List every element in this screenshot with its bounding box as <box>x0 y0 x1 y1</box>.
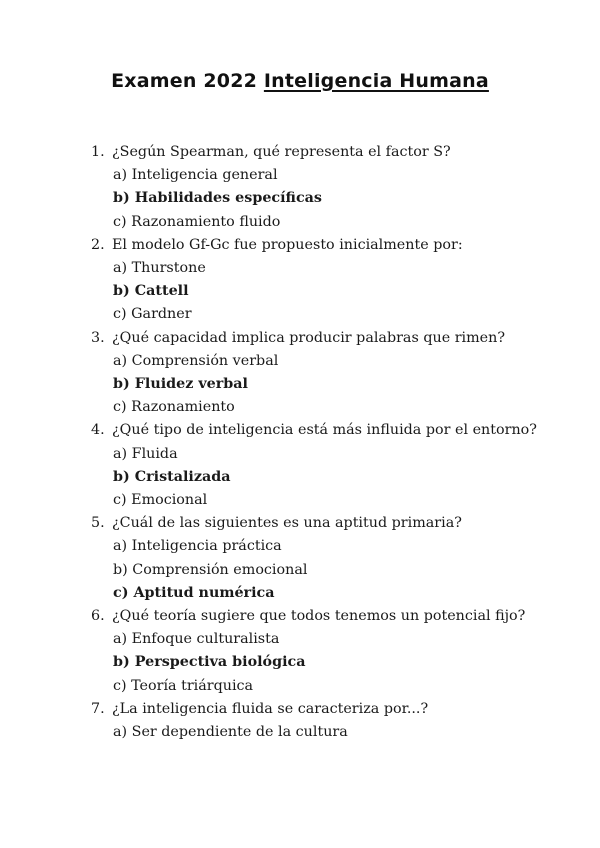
question-text: El modelo Gf-Gc fue propuesto inicialmente por: <box>112 236 463 253</box>
question-text: ¿La inteligencia fluida se caracteriza por...? <box>112 700 429 717</box>
title-subject: Inteligencia Humana <box>263 70 489 92</box>
question-line <box>91 234 561 257</box>
question-number: 7. <box>91 700 105 717</box>
question-text: ¿Qué capacidad implica producir palabras que rimen? <box>112 329 505 346</box>
question-number: 3. <box>91 329 105 346</box>
title-prefix: Examen 2022 <box>111 70 258 92</box>
question-item <box>91 698 561 744</box>
question-item <box>91 327 561 420</box>
question-list <box>91 141 561 744</box>
question-text: ¿Cuál de las siguientes es una aptitud primaria? <box>112 515 462 532</box>
answer-option: a) Thurstone <box>113 260 206 277</box>
answer-option: c) Emocional <box>113 492 208 509</box>
answer-option: a) Fluida <box>113 445 178 462</box>
question-number: 5. <box>91 515 105 532</box>
answer-option-correct: c) Aptitud numérica <box>113 584 275 601</box>
question-item <box>91 141 561 234</box>
answer-option: a) Enfoque culturalista <box>113 631 280 648</box>
question-text: ¿Qué teoría sugiere que todos tenemos un potencial fijo? <box>112 608 526 625</box>
answer-option: c) Razonamiento <box>113 399 235 416</box>
answer-option: a) Inteligencia práctica <box>113 538 282 555</box>
question-line <box>91 512 561 535</box>
question-item <box>91 234 561 327</box>
question-number: 1. <box>91 144 105 160</box>
answer-option: c) Teoría triárquica <box>113 677 254 694</box>
answer-option-correct: b) Cattell <box>113 283 189 300</box>
question-text: ¿Según Spearman, qué representa el factor S? <box>112 144 451 160</box>
question-line <box>91 698 561 721</box>
answer-option: c) Razonamiento fluido <box>113 213 281 230</box>
answer-option-correct: b) Habilidades específicas <box>113 190 322 207</box>
question-number: 2. <box>91 236 105 253</box>
question-line <box>91 605 561 628</box>
question-line <box>91 327 561 350</box>
answer-option-correct: b) Perspectiva biológica <box>113 654 306 671</box>
question-number: 6. <box>91 608 105 625</box>
answer-option: c) Gardner <box>113 306 192 323</box>
question-item <box>91 419 561 512</box>
question-line <box>91 419 561 442</box>
question-item <box>91 512 561 605</box>
answer-option: a) Comprensión verbal <box>113 352 279 369</box>
question-item <box>91 605 561 698</box>
question-text: ¿Qué tipo de inteligencia está más influida por el entorno? <box>112 422 537 439</box>
question-number: 4. <box>91 422 105 439</box>
answer-option: a) Ser dependiente de la cultura <box>113 724 348 741</box>
answer-option-correct: b) Fluidez verbal <box>113 376 248 393</box>
answer-option: a) Inteligencia general <box>113 167 278 184</box>
answer-option: b) Comprensión emocional <box>113 561 308 578</box>
answer-option-correct: b) Cristalizada <box>113 468 231 485</box>
page-title <box>0 70 600 92</box>
question-line <box>91 141 561 164</box>
